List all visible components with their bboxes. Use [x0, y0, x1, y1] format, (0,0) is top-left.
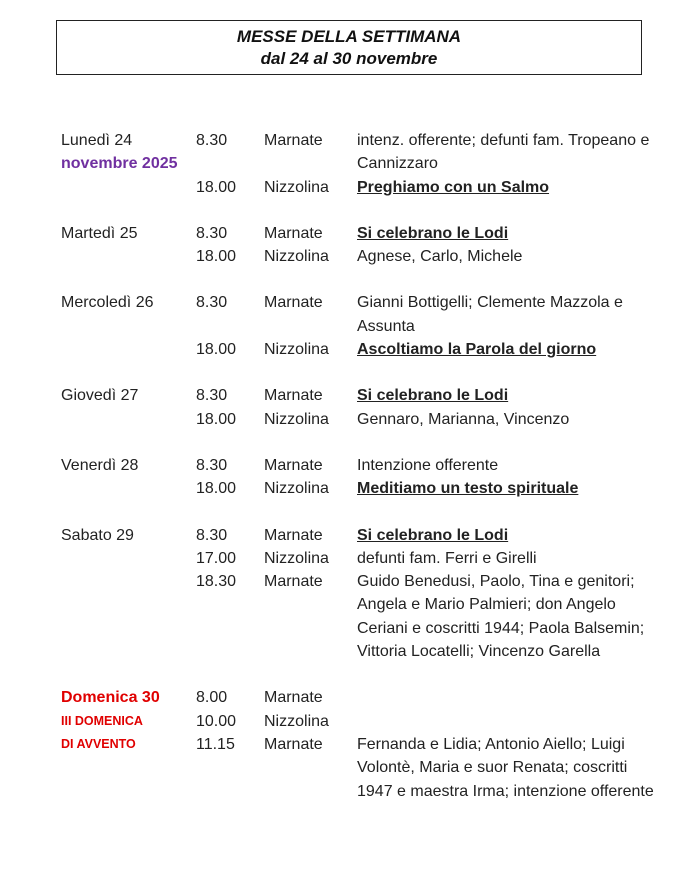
day-row: [61, 686, 661, 802]
mass-intention: intenz. offerente; defunti fam. Tropeano e Cannizzaro: [357, 132, 650, 173]
mass-entry: [196, 454, 661, 477]
mass-intention: Preghiamo con un Salmo: [357, 178, 550, 196]
day-name: Martedì 25: [61, 224, 138, 242]
day-name: Sabato 29: [61, 526, 134, 544]
mass-place: Marnate: [264, 294, 323, 312]
mass-place: Marnate: [264, 387, 323, 405]
page-subtitle: dal 24 al 30 novembre: [260, 48, 438, 68]
mass-intention: Meditiamo un testo spirituale: [357, 480, 579, 498]
mass-intention: Fernanda e Lidia; Antonio Aiello; Luigi Volontè, Maria e suor Renata; coscritti 1947 e maestra Irma; intenzione offerente: [357, 735, 654, 800]
mass-entry: [196, 524, 661, 547]
day-row: [61, 222, 661, 269]
mass-intention: [357, 710, 661, 733]
mass-place: Marnate: [264, 224, 323, 242]
day-name: Venerdì 28: [61, 456, 139, 474]
mass-time: 8.30: [196, 294, 228, 312]
mass-entry: [196, 408, 661, 431]
day-subtitle: III DOMENICA: [61, 713, 143, 728]
mass-entry: [196, 245, 661, 268]
day-subtitle: novembre 2025: [61, 155, 178, 173]
mass-place: Marnate: [264, 689, 323, 707]
mass-place: Nizzolina: [264, 410, 329, 428]
day-name: Lunedì 24: [61, 132, 133, 149]
day-name: Domenica 30: [61, 689, 160, 707]
mass-place: Nizzolina: [264, 341, 329, 359]
mass-place: Marnate: [264, 132, 323, 149]
day-label: [61, 384, 196, 431]
mass-time: 18.00: [196, 341, 237, 359]
mass-intention: Ascoltiamo la Parola del giorno: [357, 341, 597, 359]
day-row: [61, 454, 661, 501]
mass-time: 11.15: [196, 735, 235, 753]
mass-time: 18.00: [196, 410, 237, 428]
mass-entry: [196, 129, 661, 176]
mass-place: Nizzolina: [264, 712, 329, 730]
mass-time: 8.30: [196, 132, 228, 149]
mass-entry: [196, 222, 661, 245]
mass-entry: [196, 710, 661, 733]
day-label: [61, 686, 196, 802]
mass-time: 10.00: [196, 712, 237, 730]
mass-entry: [196, 384, 661, 407]
mass-entry: [196, 338, 661, 361]
mass-time: 17.00: [196, 549, 237, 567]
day-label: [61, 222, 196, 269]
mass-entry: [196, 477, 661, 500]
mass-place: Nizzolina: [264, 549, 329, 567]
day-row: [61, 291, 661, 361]
mass-list: [196, 454, 661, 501]
title-box: [56, 20, 642, 75]
mass-list: [196, 129, 661, 199]
mass-list: [196, 291, 661, 361]
mass-entry: [196, 570, 661, 663]
mass-intention: Guido Benedusi, Paolo, Tina e genitori; Angela e Mario Palmieri; don Angelo Ceriani e coscritti 1944; Paola Balsemin; Vittoria Locatelli; Vincenzo Garella: [357, 573, 645, 661]
mass-list: [196, 384, 661, 431]
mass-place: Marnate: [264, 735, 323, 753]
mass-place: Marnate: [264, 573, 323, 591]
day-name: Mercoledì 26: [61, 294, 154, 312]
mass-intention: Gennaro, Marianna, Vincenzo: [357, 410, 570, 428]
mass-place: Marnate: [264, 456, 323, 474]
mass-entry: [196, 176, 661, 199]
mass-list: [196, 686, 661, 802]
mass-place: Nizzolina: [264, 248, 329, 266]
mass-time: 8.30: [196, 224, 228, 242]
mass-intention: Si celebrano le Lodi: [357, 387, 509, 405]
mass-intention: Agnese, Carlo, Michele: [357, 248, 523, 266]
mass-intention: Intenzione offerente: [357, 456, 499, 474]
mass-intention: Gianni Bottigelli; Clemente Mazzola e Assunta: [357, 294, 623, 335]
mass-time: 18.30: [196, 573, 237, 591]
mass-time: 18.00: [196, 480, 237, 498]
mass-entry: [196, 733, 661, 803]
mass-time: 8.30: [196, 456, 228, 474]
mass-place: Nizzolina: [264, 178, 329, 196]
mass-entry: [196, 291, 661, 338]
mass-intention: defunti fam. Ferri e Girelli: [357, 549, 537, 567]
day-label: [61, 129, 196, 199]
mass-intention: Si celebrano le Lodi: [357, 224, 509, 242]
mass-place: Marnate: [264, 526, 323, 544]
day-row: [61, 524, 661, 664]
mass-time: 8.30: [196, 526, 228, 544]
mass-schedule: [61, 129, 661, 826]
day-row: [61, 129, 661, 199]
day-label: [61, 524, 196, 664]
mass-entry: [196, 547, 661, 570]
mass-time: 18.00: [196, 248, 237, 266]
mass-time: 8.00: [196, 689, 228, 707]
mass-list: [196, 222, 661, 269]
mass-list: [196, 524, 661, 664]
day-subtitle: DI AVVENTO: [61, 736, 136, 751]
mass-time: 8.30: [196, 387, 228, 405]
mass-entry: [196, 686, 661, 709]
mass-intention: [357, 686, 661, 709]
day-label: [61, 291, 196, 361]
mass-place: Nizzolina: [264, 480, 329, 498]
page-title: MESSE DELLA SETTIMANA: [236, 26, 462, 46]
day-name: Giovedì 27: [61, 387, 139, 405]
mass-intention: Si celebrano le Lodi: [357, 526, 509, 544]
day-row: [61, 384, 661, 431]
mass-time: 18.00: [196, 178, 237, 196]
day-label: [61, 454, 196, 501]
